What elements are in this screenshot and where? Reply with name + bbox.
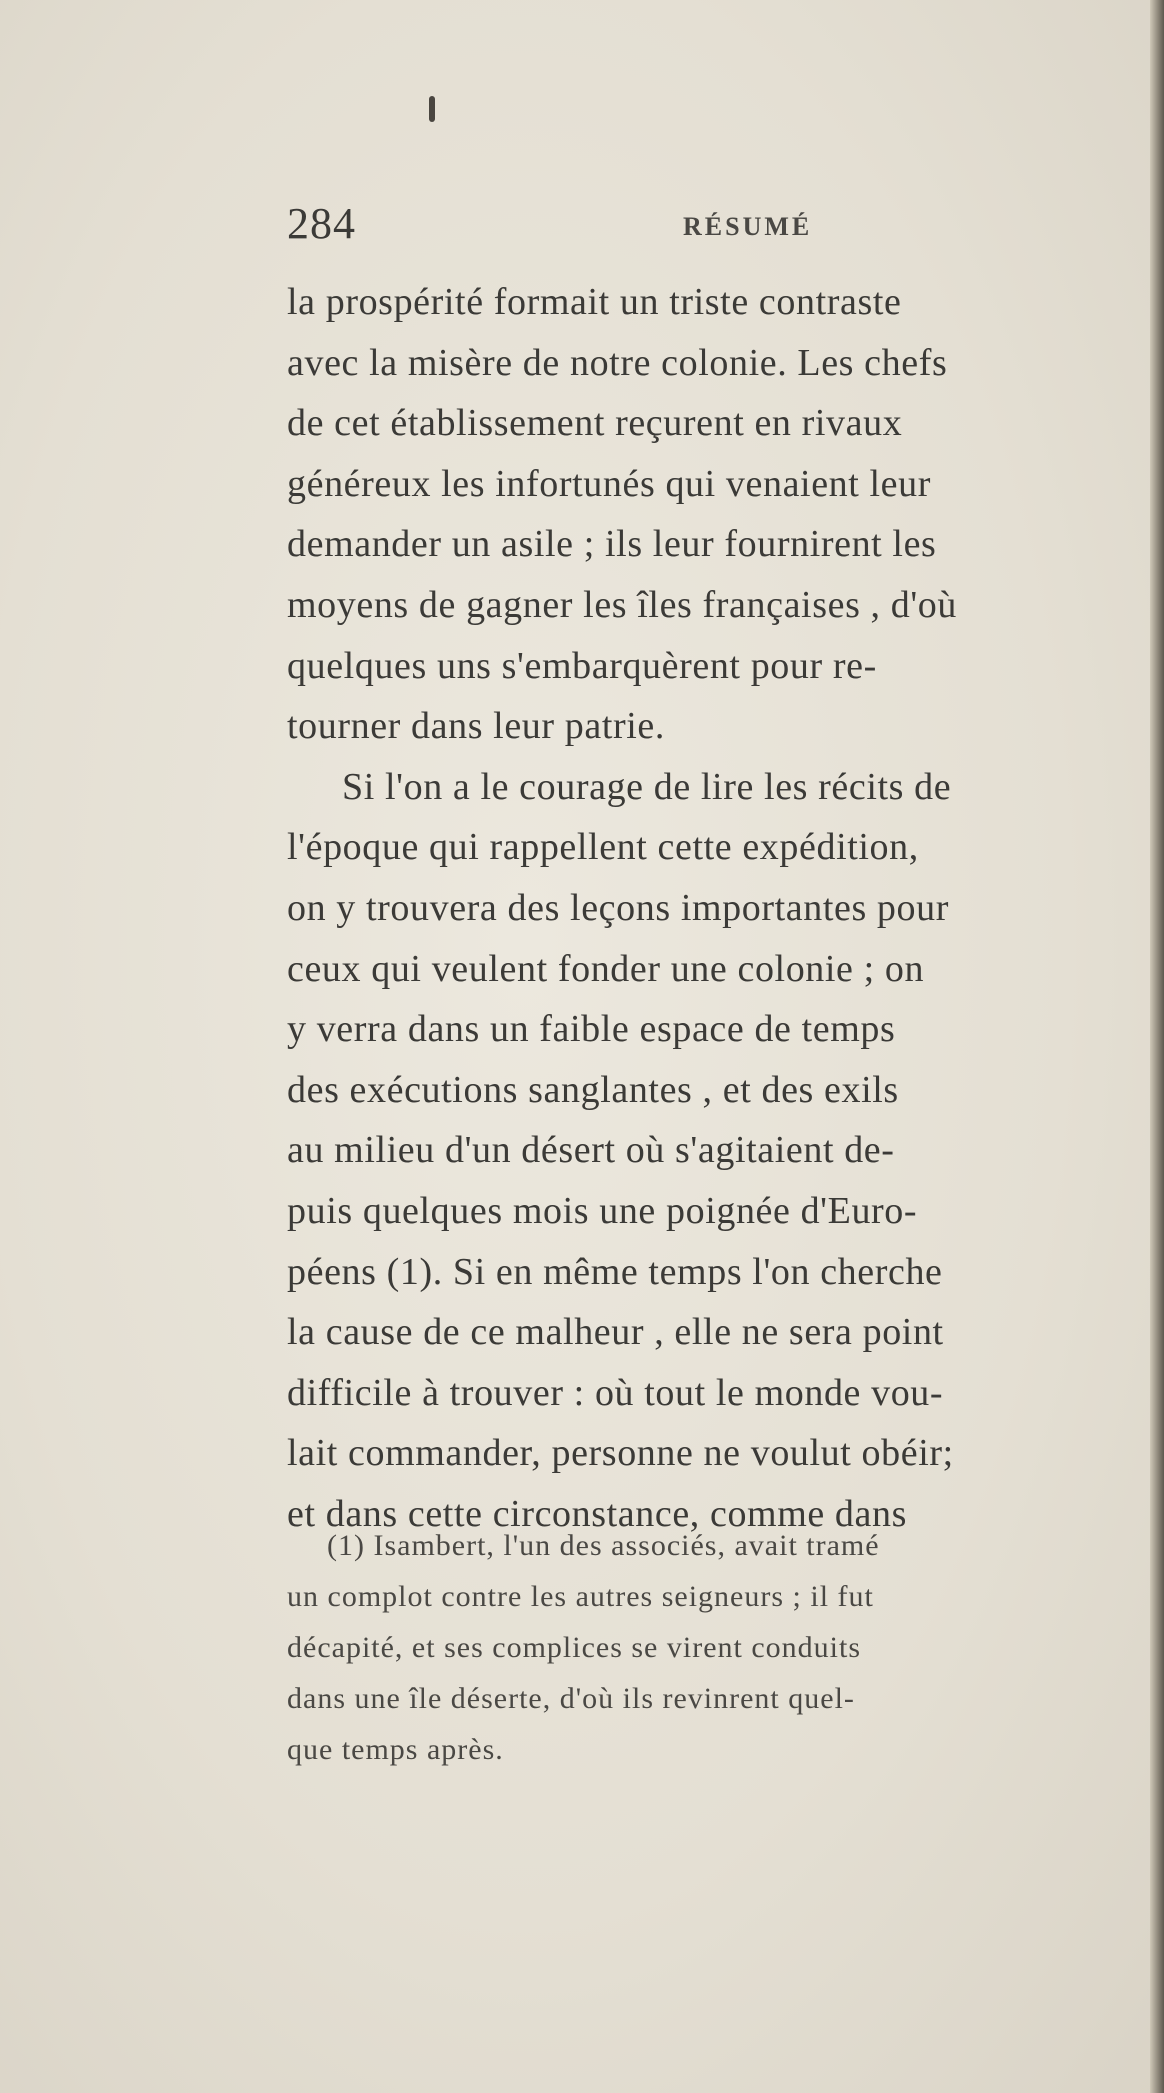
text-line: avec la misère de notre colonie. Les chefs <box>287 341 948 384</box>
ink-mark <box>429 96 435 122</box>
page-number: 284 <box>287 199 356 248</box>
text-line: péens (1). Si en même temps l'on cherche <box>287 1250 943 1293</box>
text-line: moyens de gagner les îles françaises , d'où <box>287 583 957 626</box>
body-text <box>287 272 1164 1544</box>
text-line: la prospérité formait un triste contraste <box>287 281 902 323</box>
text-line: la cause de ce malheur , elle ne sera point <box>287 1311 944 1354</box>
text-line: quelques uns s'embarquèrent pour re- <box>287 644 877 687</box>
text-line: au milieu d'un désert où s'agitaient de- <box>287 1129 895 1172</box>
text-line: généreux les infortunés qui venaient leur <box>287 462 931 505</box>
text-line: demander un asile ; ils leur fournirent les <box>287 523 937 566</box>
running-title: RÉSUMÉ <box>683 212 813 241</box>
text-line: des exécutions sanglantes , et des exils <box>287 1068 899 1111</box>
text-line: y verra dans un faible espace de temps <box>287 1008 896 1051</box>
page-header <box>287 198 1127 268</box>
text-line: l'époque qui rappellent cette expédition, <box>287 826 919 869</box>
text-line: ceux qui veulent fonder une colonie ; on <box>287 947 925 990</box>
text-line: lait commander, personne ne voulut obéir; <box>287 1432 954 1475</box>
text-line: difficile à trouver : où tout le monde vou- <box>287 1371 944 1414</box>
footnote-line: dans une île déserte, d'où ils revinrent quel- <box>287 1682 855 1715</box>
text-line: Si l'on a le courage de lire les récits de <box>342 765 952 808</box>
text-line: et dans cette circonstance, comme dans <box>287 1492 907 1535</box>
text-line: tourner dans leur patrie. <box>287 705 665 748</box>
footnote-line: décapité, et ses complices se virent conduits <box>287 1631 861 1664</box>
footnote-line: (1) Isambert, l'un des associés, avait tramé <box>327 1529 880 1562</box>
text-line: puis quelques mois une poignée d'Euro- <box>287 1189 918 1232</box>
footnote <box>287 1520 1164 1775</box>
footnote-line: un complot contre les autres seigneurs ; il fut <box>287 1580 874 1613</box>
text-line: de cet établissement reçurent en rivaux <box>287 402 903 445</box>
text-line: on y trouvera des leçons importantes pour <box>287 886 949 929</box>
footnote-line: que temps après. <box>287 1733 504 1766</box>
